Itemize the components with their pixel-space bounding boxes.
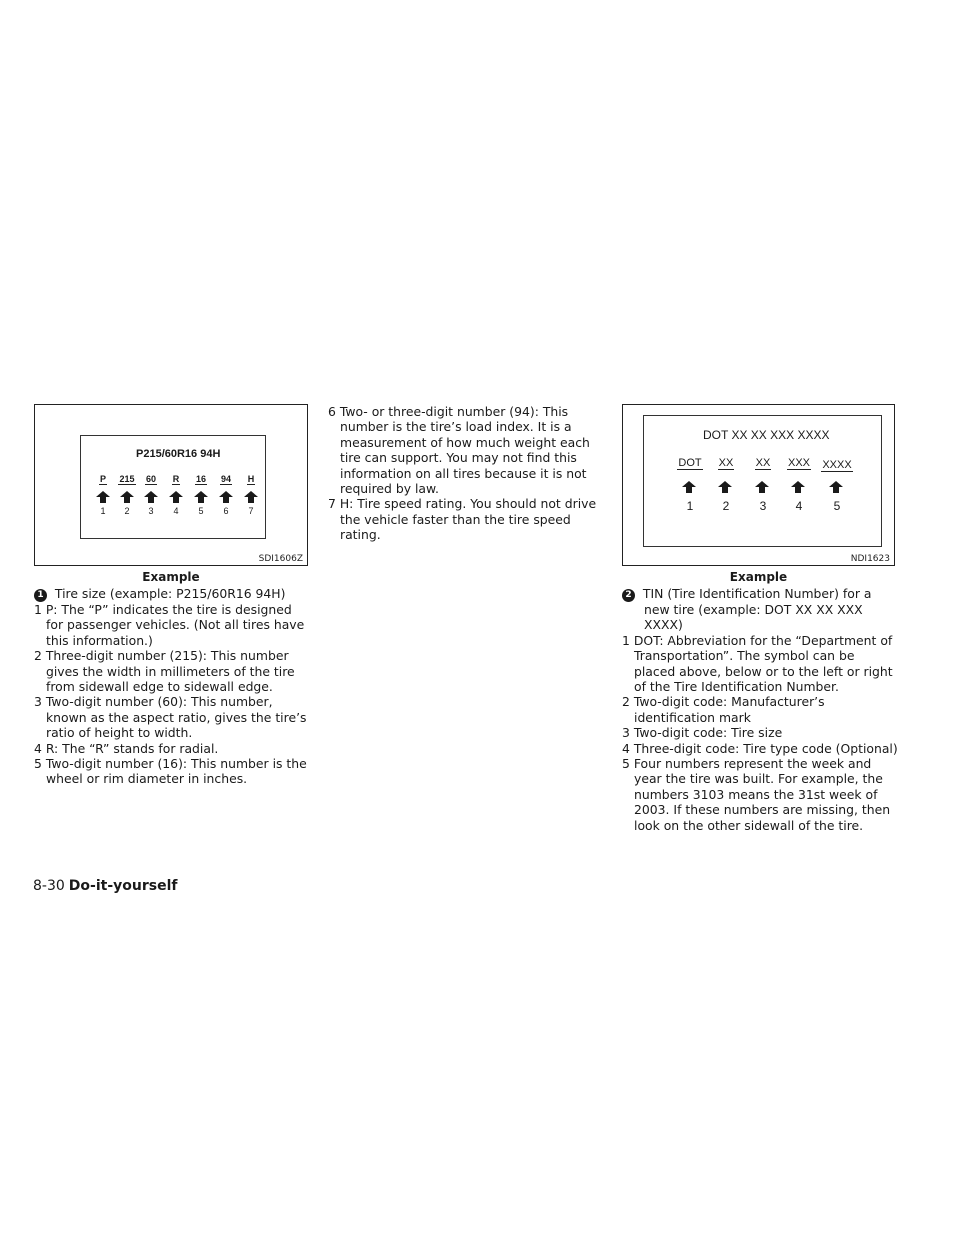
up-arrow-icon — [169, 491, 183, 503]
segment-label: DOT — [678, 457, 702, 469]
segment-label: XXX — [787, 457, 810, 469]
segment-number: 2 — [722, 499, 730, 513]
figure-code: NDI1623 — [850, 554, 890, 564]
list-item: 3 Two-digit code: Tire size — [622, 725, 783, 741]
tin-figure — [622, 404, 895, 566]
segment-label: XX — [755, 457, 771, 469]
callout-badge: 2 — [622, 589, 635, 602]
segment-label: 94 — [220, 474, 231, 484]
up-arrow-icon — [791, 481, 805, 493]
figure-code: SDI1606Z — [258, 554, 303, 564]
list-item: 3 Two-digit number (60): This number, known as the aspect ratio, gives the tire’s ratio of height to width. — [34, 694, 307, 741]
list-item: 4 R: The “R” stands for radial. — [34, 740, 219, 756]
segment-label: 60 — [145, 474, 156, 484]
tin-segment — [815, 459, 859, 472]
section-heading-text: Tire size (example: P215/60R16 94H) — [54, 586, 286, 601]
page-footer — [33, 878, 177, 894]
segment-label: 16 — [195, 474, 206, 484]
callout-badge: 1 — [34, 589, 47, 602]
list-item: 2 Two-digit code: Manufacturer’s identification mark — [622, 694, 825, 725]
up-arrow-icon — [219, 491, 233, 503]
segment-number: 1 — [100, 506, 106, 516]
segment-number: 7 — [248, 506, 254, 516]
up-arrow-icon — [755, 481, 769, 493]
list-item: 2 Three-digit number (215): This number gives the width in millimeters of the tire from sidewall edge to sidewall edge. — [34, 648, 295, 695]
segment-number: 6 — [223, 506, 229, 516]
list-item: 7 H: Tire speed rating. You should not drive the vehicle faster than the tire speed rating. — [328, 496, 597, 543]
list-item: 4 Three-digit code: Tire type code (Optional) — [622, 740, 898, 756]
column-1 — [34, 586, 310, 787]
segment-number: 3 — [148, 506, 154, 516]
figure-caption: Example — [729, 570, 788, 584]
up-arrow-icon — [682, 481, 696, 493]
section-heading — [34, 586, 310, 602]
list-item: 5 Four numbers represent the week and year the tire was built. For example, the numbers 3103 means the 31st week of 2003. If these numbers are missing, then look on the other sidewall of the tire. — [622, 756, 891, 833]
up-arrow-icon — [120, 491, 134, 503]
segment-label: R — [172, 474, 180, 484]
list-item: 5 Two-digit number (16): This number is the wheel or rim diameter in inches. — [34, 756, 307, 787]
up-arrow-icon — [244, 491, 258, 503]
segment-number: 2 — [124, 506, 130, 516]
segment-label: P — [99, 474, 106, 484]
segment-label: XX — [718, 457, 734, 469]
figure-caption: Example — [142, 570, 200, 584]
up-arrow-icon — [144, 491, 158, 503]
section-title: Do-it-yourself — [68, 878, 178, 894]
column-2 — [328, 404, 604, 543]
tin-title: DOT XX XX XXX XXXX — [703, 428, 830, 442]
segment-number: 5 — [198, 506, 204, 516]
up-arrow-icon — [829, 481, 843, 493]
column-3 — [622, 586, 898, 833]
list-item: 1 DOT: Abbreviation for the “Department of Transportation”. The symbol can be placed above, below or to the left or right of the Tire Identification Number. — [622, 632, 893, 695]
tire-size-title: P215/60R16 94H — [136, 448, 221, 460]
section-heading — [622, 586, 898, 633]
tire-code-segment — [236, 474, 266, 485]
up-arrow-icon — [96, 491, 110, 503]
tire-size-figure — [34, 404, 308, 566]
list-item: 6 Two- or three-digit number (94): This number is the tire’s load index. It is a measurement of how much weight each tire can support. You may not find this information on all tires because it is not required by law. — [328, 404, 590, 497]
segment-number: 3 — [759, 499, 767, 513]
list-item: 1 P: The “P” indicates the tire is designed for passenger vehicles. (Not all tires have this information.) — [34, 602, 305, 648]
segment-number: 1 — [686, 499, 694, 513]
segment-number: 4 — [795, 499, 803, 513]
section-heading-text: TIN (Tire Identification Number) for a new tire (example: DOT XX XX XXX XXXX) — [642, 586, 872, 633]
segment-number: 5 — [833, 499, 841, 513]
up-arrow-icon — [718, 481, 732, 493]
segment-label: 215 — [119, 474, 135, 484]
segment-label: XXXX — [822, 459, 852, 471]
up-arrow-icon — [194, 491, 208, 503]
page-number: 8-30 — [33, 878, 65, 894]
segment-label: H — [247, 474, 255, 484]
segment-number: 4 — [173, 506, 179, 516]
